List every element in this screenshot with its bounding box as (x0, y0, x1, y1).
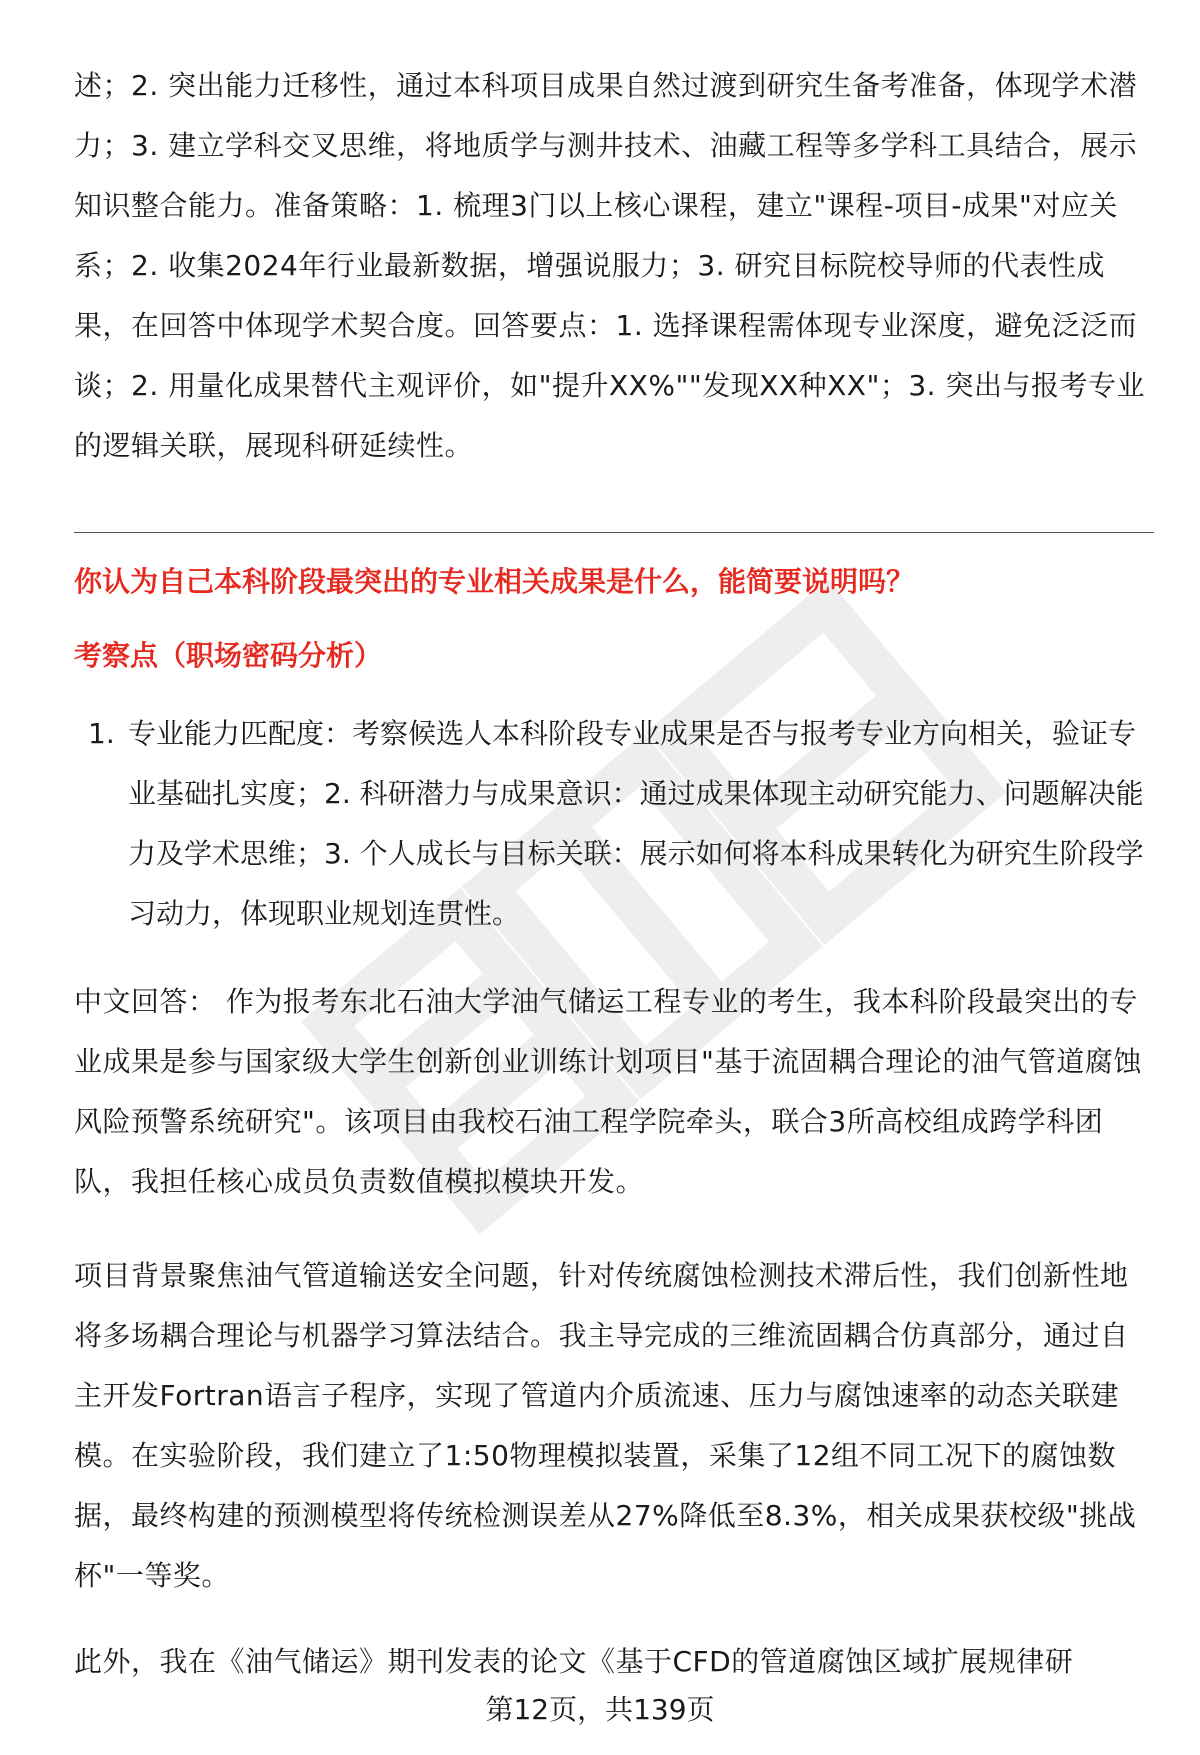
section-divider (74, 532, 1154, 533)
answer-paragraph-1: 中文回答： 作为报考东北石油大学油气储运工程专业的考生，我本科阶段最突出的专业成果是参与国家级大学生创新创业训练计划项目"基于流固耦合理论的油气管道腐蚀风险预警系统研究"。该项目由我校石油工程学院牵头，联合3所高校组成跨学科团队，我担任核心成员负责数值模拟模块开发。 (74, 985, 1142, 1198)
answer-paragraph-2: 项目背景聚焦油气管道输送安全问题，针对传统腐蚀检测技术滞后性，我们创新性地将多场耦合理论与机器学习算法结合。我主导完成的三维流固耦合仿真部分，通过自主开发Fortran语言子程序，实现了管道内介质流速、压力与腐蚀速率的动态关联建模。在实验阶段，我们建立了1:50物理模拟装置，采集了12组不同工况下的腐蚀数据，最终构建的预测模型将传统检测误差从27%降低至8.3%，相关成果获校级"挑战杯"一等奖。 (74, 1259, 1137, 1592)
intro-paragraph: 述；2. 突出能力迁移性，通过本科项目成果自然过渡到研究生备考准备，体现学术潜力；3. 建立学科交叉思维，将地质学与测井技术、油藏工程等多学科工具结合，展示知识整合能力。准备策略：1. 梳理3门以上核心课程，建立"课程-项目-成果"对应关系；2. 收集2024年行业最新数据，增强说服力；3. 研究目标院校导师的代表性成果，在回答中体现学术契合度。回答要点：1. 选择课程需体现专业深度，避免泛泛而谈；2. 用量化成果替代主观评价，如"提升XX%""发现XX种XX"；3. 突出与报考专业的逻辑关联，展现科研延续性。 (74, 69, 1145, 462)
list-item-text: 专业能力匹配度：考察候选人本科阶段专业成果是否与报考专业方向相关，验证专业基础扎实度；2. 科研潜力与成果意识：通过成果体现主动研究能力、问题解决能力及学术思维；3. 个人成长与目标关联：展示如何将本科成果转化为研究生阶段学习动力，体现职业规划连贯性。 (128, 717, 1144, 930)
list-item (74, 704, 1154, 944)
page-number-footer: 第12页，共139页 (485, 1693, 715, 1726)
answer-paragraph-3: 此外，我在《油气储运》期刊发表的论文《基于CFD的管道腐蚀区域扩展规律研 (74, 1645, 1074, 1678)
list-item-number: 1. (88, 717, 115, 750)
exam-points-heading: 考察点（职场密码分析） (74, 639, 383, 672)
question-heading: 你认为自己本科阶段最突出的专业相关成果是什么，能简要说明吗？ (74, 565, 915, 598)
